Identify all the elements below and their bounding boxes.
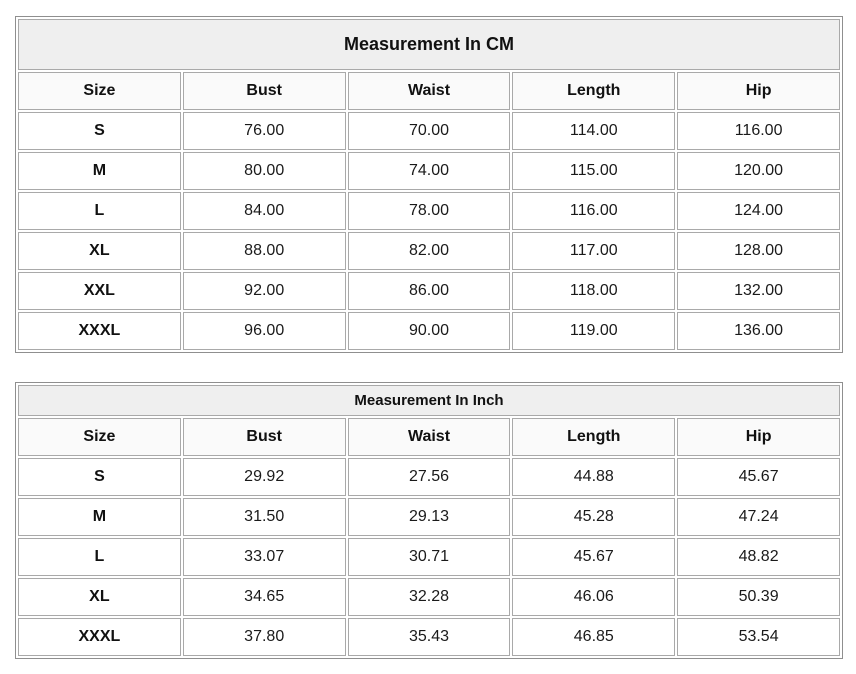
column-header-size: Size — [18, 418, 181, 456]
size-label: XXXL — [18, 312, 181, 350]
bust-value: 84.00 — [183, 192, 346, 230]
hip-value: 47.24 — [677, 498, 840, 536]
length-value: 116.00 — [512, 192, 675, 230]
column-header-bust: Bust — [183, 418, 346, 456]
hip-value: 50.39 — [677, 578, 840, 616]
table-row — [18, 152, 840, 190]
hip-value: 132.00 — [677, 272, 840, 310]
waist-value: 30.71 — [348, 538, 511, 576]
waist-value: 90.00 — [348, 312, 511, 350]
column-header-length: Length — [512, 72, 675, 110]
size-label: L — [18, 538, 181, 576]
column-header-hip: Hip — [677, 72, 840, 110]
column-header-hip: Hip — [677, 418, 840, 456]
table-row — [18, 312, 840, 350]
table-title: Measurement In Inch — [18, 385, 840, 416]
size-label: XL — [18, 578, 181, 616]
waist-value: 86.00 — [348, 272, 511, 310]
waist-value: 27.56 — [348, 458, 511, 496]
column-header-waist: Waist — [348, 72, 511, 110]
bust-value: 34.65 — [183, 578, 346, 616]
size-label: M — [18, 498, 181, 536]
bust-value: 88.00 — [183, 232, 346, 270]
hip-value: 53.54 — [677, 618, 840, 656]
waist-value: 70.00 — [348, 112, 511, 150]
size-label: XXL — [18, 272, 181, 310]
length-value: 45.28 — [512, 498, 675, 536]
header-row — [18, 418, 840, 456]
length-value: 46.85 — [512, 618, 675, 656]
length-value: 45.67 — [512, 538, 675, 576]
bust-value: 96.00 — [183, 312, 346, 350]
length-value: 115.00 — [512, 152, 675, 190]
table-row — [18, 232, 840, 270]
length-value: 46.06 — [512, 578, 675, 616]
size-label: S — [18, 458, 181, 496]
table-row — [18, 578, 840, 616]
hip-value: 48.82 — [677, 538, 840, 576]
hip-value: 128.00 — [677, 232, 840, 270]
column-header-waist: Waist — [348, 418, 511, 456]
size-label: XL — [18, 232, 181, 270]
table-row — [18, 192, 840, 230]
measurement-cm-table — [15, 16, 843, 353]
table-row — [18, 538, 840, 576]
bust-value: 33.07 — [183, 538, 346, 576]
column-header-length: Length — [512, 418, 675, 456]
bust-value: 92.00 — [183, 272, 346, 310]
hip-value: 116.00 — [677, 112, 840, 150]
table-row — [18, 112, 840, 150]
waist-value: 32.28 — [348, 578, 511, 616]
length-value: 118.00 — [512, 272, 675, 310]
header-row — [18, 72, 840, 110]
size-label: S — [18, 112, 181, 150]
waist-value: 74.00 — [348, 152, 511, 190]
column-header-size: Size — [18, 72, 181, 110]
bust-value: 76.00 — [183, 112, 346, 150]
size-label: M — [18, 152, 181, 190]
length-value: 119.00 — [512, 312, 675, 350]
bust-value: 29.92 — [183, 458, 346, 496]
waist-value: 82.00 — [348, 232, 511, 270]
length-value: 114.00 — [512, 112, 675, 150]
waist-value: 35.43 — [348, 618, 511, 656]
measurement-inch-table — [15, 382, 843, 659]
hip-value: 136.00 — [677, 312, 840, 350]
size-label: L — [18, 192, 181, 230]
bust-value: 80.00 — [183, 152, 346, 190]
bust-value: 31.50 — [183, 498, 346, 536]
waist-value: 78.00 — [348, 192, 511, 230]
size-label: XXXL — [18, 618, 181, 656]
table-row — [18, 458, 840, 496]
hip-value: 124.00 — [677, 192, 840, 230]
length-value: 117.00 — [512, 232, 675, 270]
table-title: Measurement In CM — [18, 19, 840, 70]
column-header-bust: Bust — [183, 72, 346, 110]
hip-value: 45.67 — [677, 458, 840, 496]
length-value: 44.88 — [512, 458, 675, 496]
table-row — [18, 618, 840, 656]
bust-value: 37.80 — [183, 618, 346, 656]
hip-value: 120.00 — [677, 152, 840, 190]
table-row — [18, 498, 840, 536]
waist-value: 29.13 — [348, 498, 511, 536]
table-row — [18, 272, 840, 310]
